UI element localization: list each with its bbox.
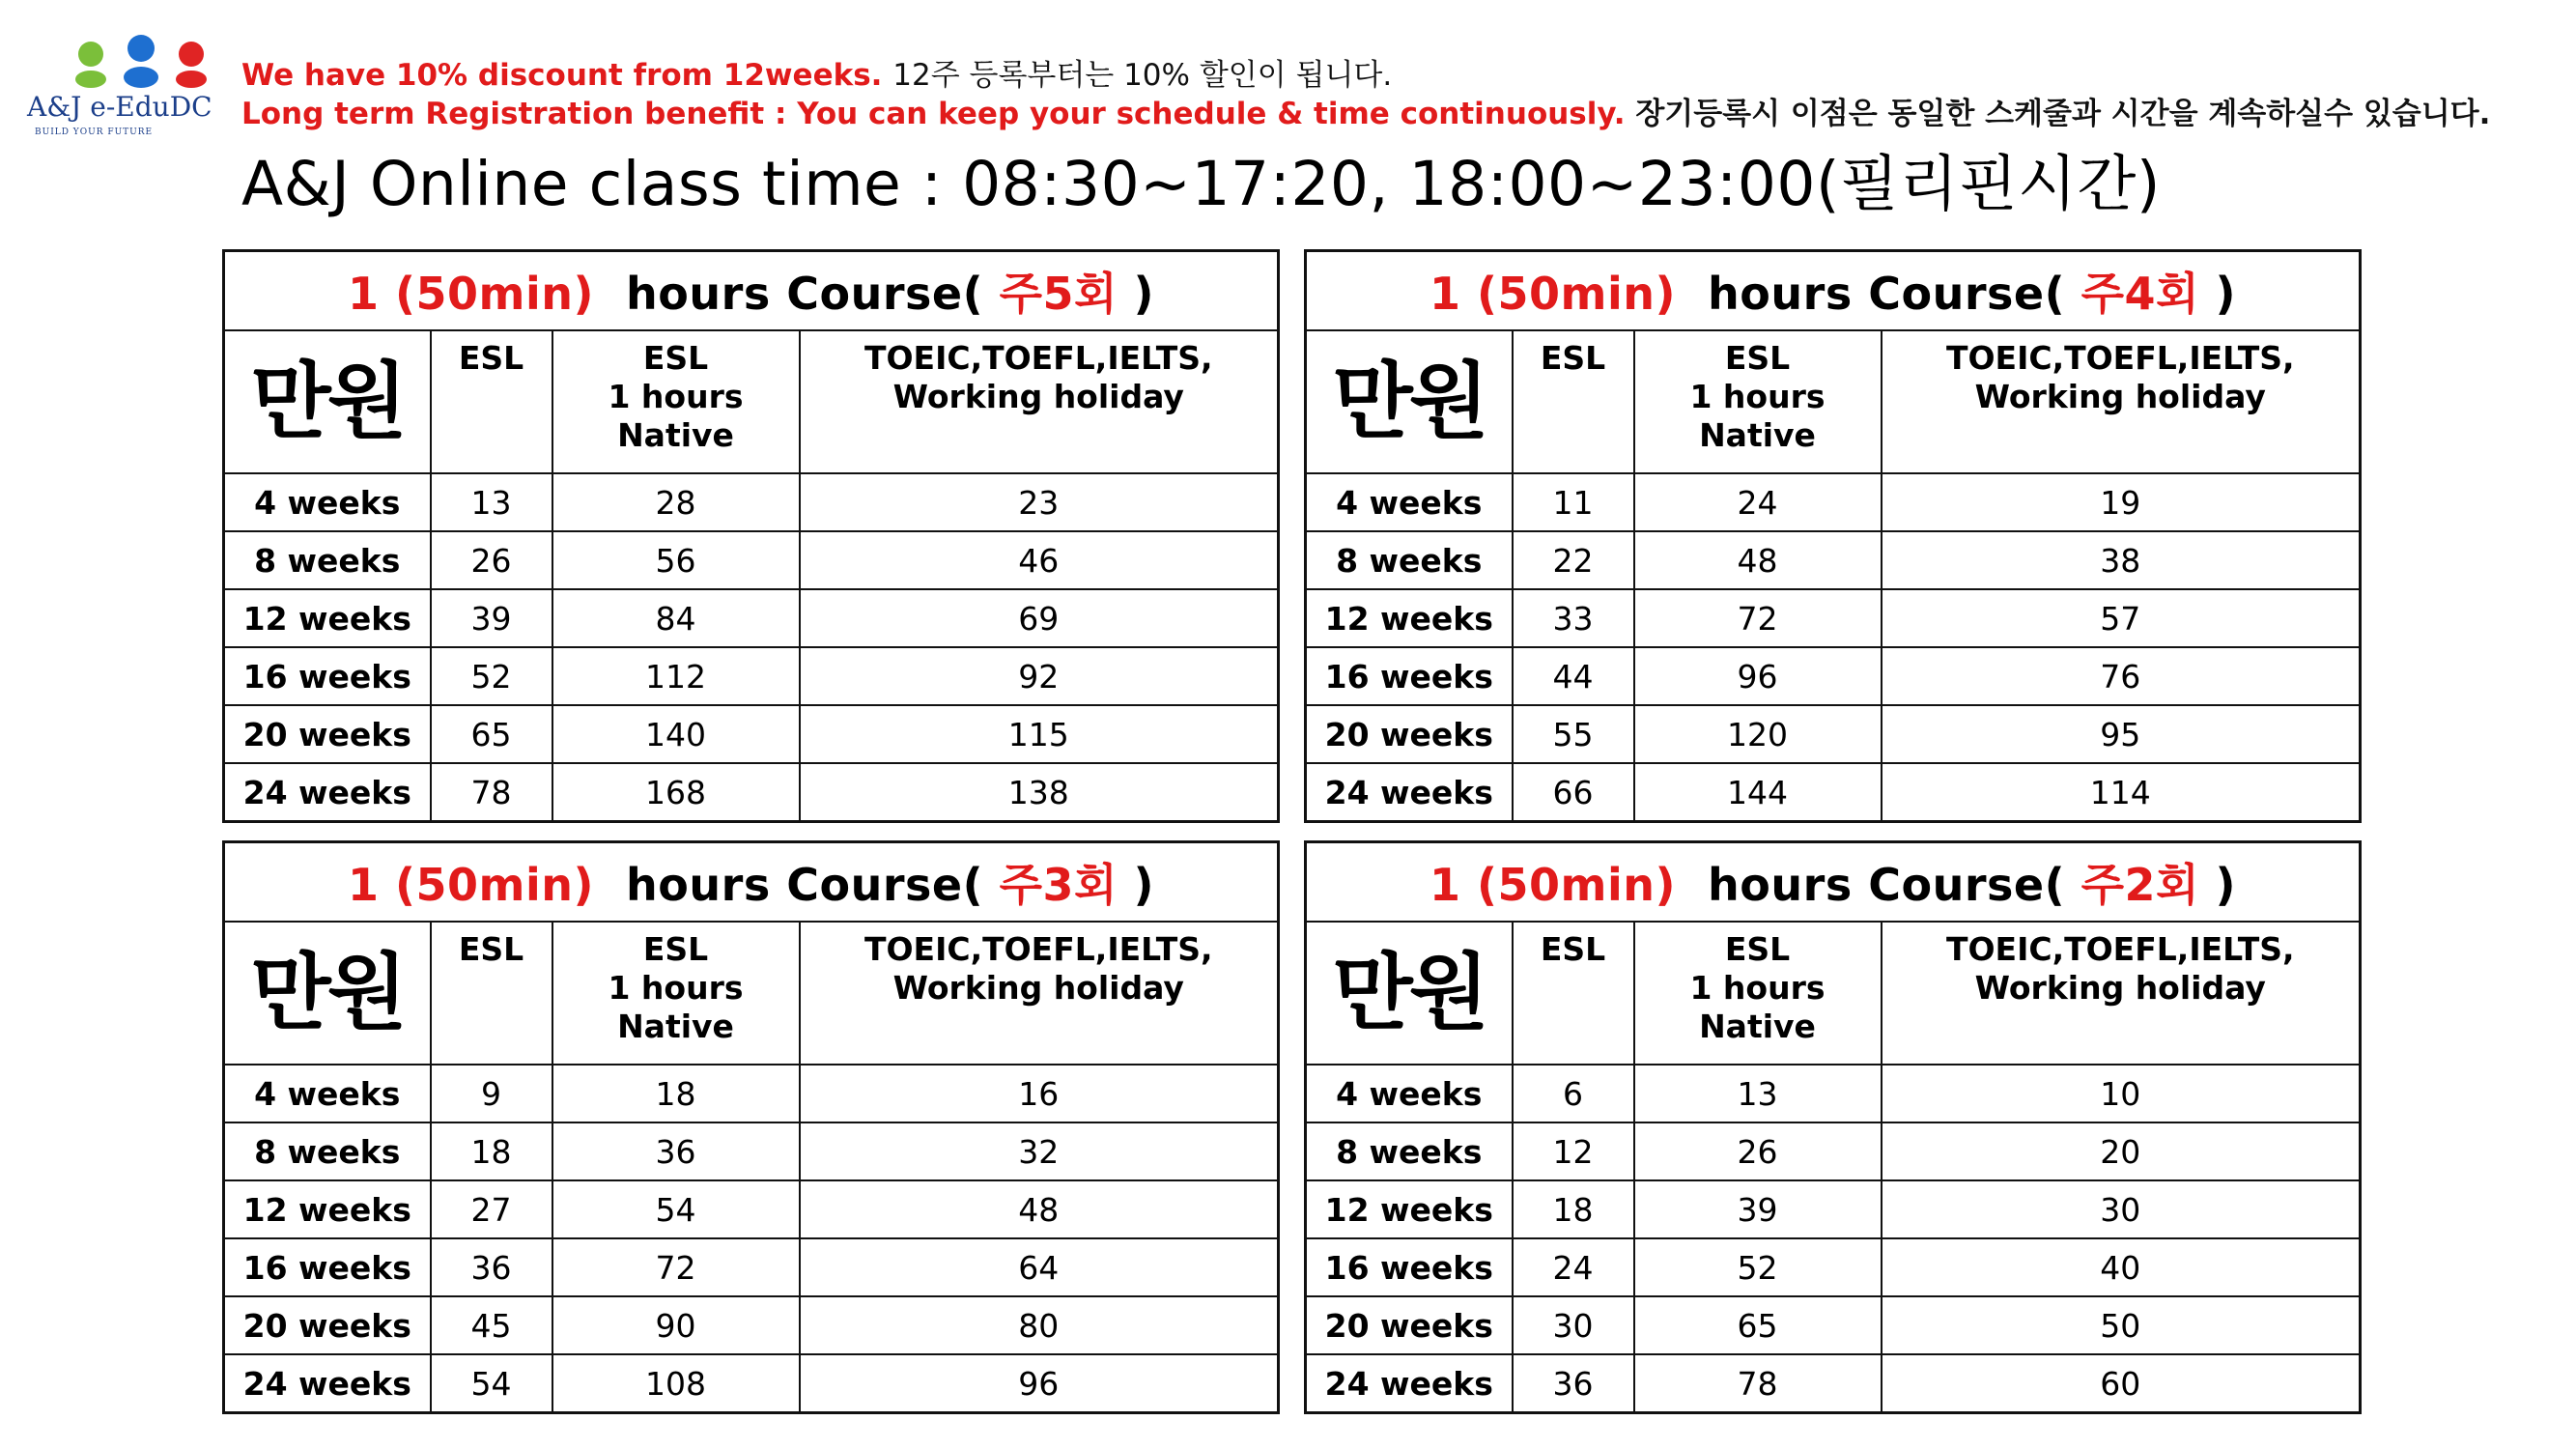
price-cell: 18: [431, 1122, 552, 1180]
duration-cell: 4 weeks: [1306, 1065, 1513, 1122]
table-row: [1306, 705, 2361, 763]
table-row: [1306, 1065, 2361, 1122]
price-cell: 54: [431, 1354, 552, 1413]
course-title-text: hours Course(: [626, 859, 984, 911]
course-title-frequency: 주3회: [999, 859, 1118, 911]
price-cell: 30: [1513, 1296, 1634, 1354]
duration-cell: 16 weeks: [224, 647, 431, 705]
price-cell: 138: [800, 763, 1279, 822]
column-header: ESL: [431, 922, 552, 1065]
price-cell: 26: [431, 531, 552, 589]
table-row: [224, 473, 1279, 531]
price-cell: 23: [800, 473, 1279, 531]
benefit-notice: [241, 89, 2490, 132]
price-cell: 38: [1882, 531, 2361, 589]
logo-brand: A&J e-EduDC: [27, 91, 212, 123]
price-cell: 168: [552, 763, 800, 822]
price-cell: 120: [1634, 705, 1882, 763]
duration-cell: 8 weeks: [1306, 1122, 1513, 1180]
table-row: [1306, 647, 2361, 705]
course-title-text: hours Course(: [1708, 859, 2066, 911]
table-row: [224, 705, 1279, 763]
unit-label: 만원: [1306, 922, 1513, 1065]
price-cell: 18: [552, 1065, 800, 1122]
table-row: [224, 531, 1279, 589]
logo-figures-icon: [62, 35, 216, 89]
duration-cell: 20 weeks: [224, 705, 431, 763]
duration-cell: 20 weeks: [1306, 705, 1513, 763]
price-cell: 55: [1513, 705, 1634, 763]
price-cell: 112: [552, 647, 800, 705]
price-cell: 27: [431, 1180, 552, 1238]
price-cell: 54: [552, 1180, 800, 1238]
unit-label: 만원: [1306, 330, 1513, 473]
price-cell: 10: [1882, 1065, 2361, 1122]
price-table-2x: [1304, 840, 2362, 1414]
price-cell: 36: [431, 1238, 552, 1296]
course-title-frequency: 주2회: [2081, 859, 2200, 911]
column-header: ESL: [1513, 330, 1634, 473]
duration-cell: 12 weeks: [1306, 1180, 1513, 1238]
price-cell: 48: [800, 1180, 1279, 1238]
duration-cell: 24 weeks: [224, 763, 431, 822]
price-cell: 78: [1634, 1354, 1882, 1413]
price-cell: 13: [1634, 1065, 1882, 1122]
duration-cell: 12 weeks: [1306, 589, 1513, 647]
discount-text-en: We have 10% discount from 12weeks.: [241, 58, 883, 93]
discount-notice: [241, 50, 1392, 94]
price-table-3x: [222, 840, 1280, 1414]
price-cell: 66: [1513, 763, 1634, 822]
price-cell: 65: [431, 705, 552, 763]
price-cell: 140: [552, 705, 800, 763]
price-cell: 114: [1882, 763, 2361, 822]
price-cell: 50: [1882, 1296, 2361, 1354]
duration-cell: 16 weeks: [1306, 1238, 1513, 1296]
course-title-duration: 1 (50min): [1429, 859, 1676, 911]
course-title-frequency: 주4회: [2081, 268, 2200, 320]
price-cell: 19: [1882, 473, 2361, 531]
price-cell: 84: [552, 589, 800, 647]
price-cell: 90: [552, 1296, 800, 1354]
price-cell: 52: [431, 647, 552, 705]
price-cell: 115: [800, 705, 1279, 763]
price-cell: 95: [1882, 705, 2361, 763]
duration-cell: 20 weeks: [1306, 1296, 1513, 1354]
benefit-text-en: Long term Registration benefit : You can keep your schedule & time continuously.: [241, 97, 1626, 131]
price-cell: 44: [1513, 647, 1634, 705]
price-cell: 72: [1634, 589, 1882, 647]
price-cell: 36: [552, 1122, 800, 1180]
table-header-row: [1306, 922, 2361, 1065]
price-cell: 28: [552, 473, 800, 531]
table-header-row: [224, 922, 1279, 1065]
discount-text-ko: 12주 등록부터는 10% 할인이 됩니다.: [892, 58, 1393, 93]
duration-cell: 16 weeks: [1306, 647, 1513, 705]
price-cell: 12: [1513, 1122, 1634, 1180]
duration-cell: 24 weeks: [224, 1354, 431, 1413]
price-cell: 69: [800, 589, 1279, 647]
price-cell: 96: [800, 1354, 1279, 1413]
course-title-close: ): [1133, 859, 1155, 911]
price-cell: 13: [431, 473, 552, 531]
table-row: [224, 763, 1279, 822]
table-row: [1306, 1180, 2361, 1238]
duration-cell: 4 weeks: [224, 1065, 431, 1122]
table-row: [1306, 1354, 2361, 1413]
course-title-duration: 1 (50min): [347, 268, 594, 320]
unit-label: 만원: [224, 330, 431, 473]
course-title-duration: 1 (50min): [1429, 268, 1676, 320]
duration-cell: 24 weeks: [1306, 763, 1513, 822]
course-title-text: hours Course(: [1708, 268, 2066, 320]
table-row: [224, 589, 1279, 647]
price-cell: 56: [552, 531, 800, 589]
price-cell: 32: [800, 1122, 1279, 1180]
price-cell: 24: [1634, 473, 1882, 531]
price-table-4x: [1304, 249, 2362, 823]
table-row: [224, 647, 1279, 705]
duration-cell: 4 weeks: [224, 473, 431, 531]
price-cell: 78: [431, 763, 552, 822]
table-header-row: [1306, 330, 2361, 473]
duration-cell: 8 weeks: [224, 531, 431, 589]
price-cell: 6: [1513, 1065, 1634, 1122]
duration-cell: 8 weeks: [1306, 531, 1513, 589]
table-row: [1306, 473, 2361, 531]
table-row: [1306, 531, 2361, 589]
price-cell: 144: [1634, 763, 1882, 822]
price-cell: 11: [1513, 473, 1634, 531]
course-title-text: hours Course(: [626, 268, 984, 320]
table-row: [1306, 763, 2361, 822]
price-cell: 24: [1513, 1238, 1634, 1296]
column-header: ESL 1 hours Native: [1634, 922, 1882, 1065]
price-cell: 45: [431, 1296, 552, 1354]
price-cell: 52: [1634, 1238, 1882, 1296]
price-cell: 108: [552, 1354, 800, 1413]
duration-cell: 12 weeks: [224, 1180, 431, 1238]
logo-tagline: BUILD YOUR FUTURE: [35, 128, 154, 137]
price-cell: 60: [1882, 1354, 2361, 1413]
column-header: TOEIC,TOEFL,IELTS, Working holiday: [800, 922, 1279, 1065]
logo: [27, 35, 220, 141]
course-title-frequency: 주5회: [999, 268, 1118, 320]
price-cell: 36: [1513, 1354, 1634, 1413]
price-cell: 39: [1634, 1180, 1882, 1238]
page-title: A&J Online class time : 08:30~17:20, 18:00~23:00(필리핀시간): [241, 149, 2161, 219]
price-cell: 18: [1513, 1180, 1634, 1238]
duration-cell: 24 weeks: [1306, 1354, 1513, 1413]
table-row: [1306, 1296, 2361, 1354]
course-title: [1306, 842, 2361, 923]
table-row: [224, 1354, 1279, 1413]
course-title-duration: 1 (50min): [347, 859, 594, 911]
price-cell: 39: [431, 589, 552, 647]
price-cell: 26: [1634, 1122, 1882, 1180]
price-cell: 33: [1513, 589, 1634, 647]
price-cell: 30: [1882, 1180, 2361, 1238]
price-cell: 76: [1882, 647, 2361, 705]
column-header: ESL: [431, 330, 552, 473]
course-title: [224, 251, 1279, 331]
table-row: [224, 1296, 1279, 1354]
price-cell: 22: [1513, 531, 1634, 589]
table-header-row: [224, 330, 1279, 473]
price-cell: 20: [1882, 1122, 2361, 1180]
course-title: [1306, 251, 2361, 331]
price-cell: 72: [552, 1238, 800, 1296]
table-row: [224, 1122, 1279, 1180]
duration-cell: 16 weeks: [224, 1238, 431, 1296]
price-cell: 64: [800, 1238, 1279, 1296]
column-header: ESL 1 hours Native: [1634, 330, 1882, 473]
duration-cell: 8 weeks: [224, 1122, 431, 1180]
table-row: [1306, 1238, 2361, 1296]
column-header: ESL 1 hours Native: [552, 922, 800, 1065]
price-cell: 46: [800, 531, 1279, 589]
duration-cell: 4 weeks: [1306, 473, 1513, 531]
course-title-close: ): [2215, 268, 2237, 320]
table-row: [224, 1238, 1279, 1296]
course-title: [224, 842, 1279, 923]
duration-cell: 12 weeks: [224, 589, 431, 647]
table-row: [1306, 1122, 2361, 1180]
course-title-close: ): [1133, 268, 1155, 320]
price-table-5x: [222, 249, 1280, 823]
table-row: [224, 1065, 1279, 1122]
course-title-close: ): [2215, 859, 2237, 911]
price-cell: 16: [800, 1065, 1279, 1122]
price-cell: 80: [800, 1296, 1279, 1354]
price-cell: 65: [1634, 1296, 1882, 1354]
price-cell: 40: [1882, 1238, 2361, 1296]
column-header: TOEIC,TOEFL,IELTS, Working holiday: [1882, 330, 2361, 473]
unit-label: 만원: [224, 922, 431, 1065]
table-row: [224, 1180, 1279, 1238]
table-row: [1306, 589, 2361, 647]
benefit-text-ko: 장기등록시 이점은 동일한 스케줄과 시간을 계속하실수 있습니다.: [1635, 97, 2491, 131]
duration-cell: 20 weeks: [224, 1296, 431, 1354]
price-cell: 48: [1634, 531, 1882, 589]
price-cell: 96: [1634, 647, 1882, 705]
column-header: TOEIC,TOEFL,IELTS, Working holiday: [1882, 922, 2361, 1065]
price-cell: 9: [431, 1065, 552, 1122]
price-cell: 92: [800, 647, 1279, 705]
column-header: ESL: [1513, 922, 1634, 1065]
price-cell: 57: [1882, 589, 2361, 647]
column-header: ESL 1 hours Native: [552, 330, 800, 473]
column-header: TOEIC,TOEFL,IELTS, Working holiday: [800, 330, 1279, 473]
